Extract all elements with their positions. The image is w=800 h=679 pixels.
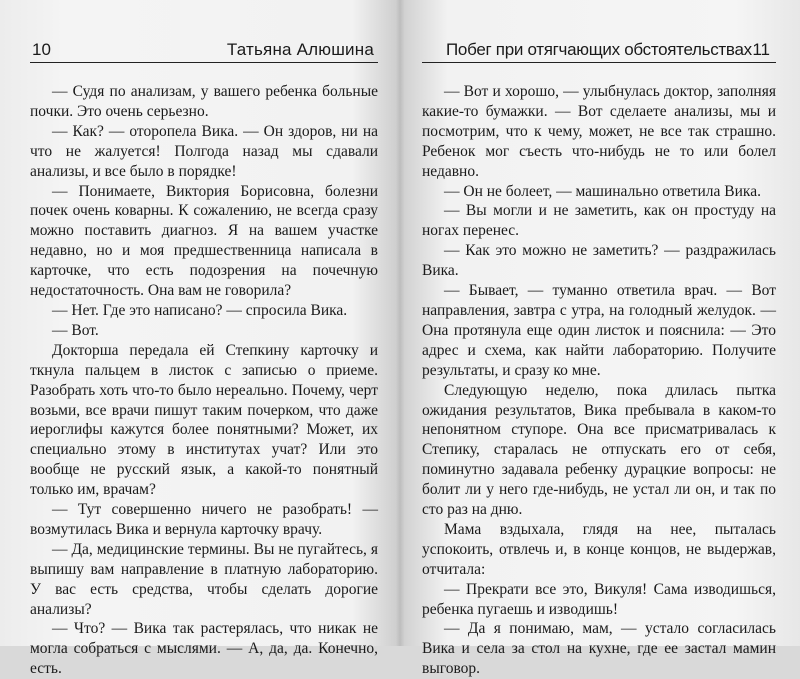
- paragraph: — Судя по анализам, у вашего ребенка больные почки. Это очень серьезно.: [30, 83, 378, 120]
- paragraph: — Бывает, — туманно ответила врач. — Вот направления, завтра с утра, на голодный желудок. — Она протянула еще один листок и пояснила: — Это адрес и схема, как найти лабораторию. Получите результаты, и сразу ко мне.: [422, 282, 776, 379]
- left-page-header: [30, 38, 378, 63]
- paragraph: — Вот.: [52, 321, 99, 339]
- paragraph: — Он не болеет, — машинально ответила Вика.: [444, 182, 761, 200]
- paragraph: — Да, медицинские термины. Вы не пугайтесь, я выпишу вам направление в платную лабораторию. У вас есть средства, чтобы сделать дорогие анализы?: [30, 540, 378, 618]
- right-page-text: [422, 82, 776, 679]
- paragraph: — Понимаете, Виктория Борисовна, болезни почек очень коварны. К сожалению, не всегда сразу можно поставить диагноз. Я на вашем участке недавно, но и моя предшественница написала в карточке, что есть подозрения на почечную недостаточность. Она вам не говорила?: [30, 182, 378, 300]
- right-page: [400, 0, 800, 678]
- right-page-header: [422, 38, 776, 63]
- left-running-title: Татьяна Алюшина: [226, 40, 374, 59]
- paragraph: — Как это можно не заметить? — раздражилась Вика.: [422, 242, 776, 280]
- paragraph: — Да я понимаю, мам, — устало согласилась Вика и села за стол на кухне, где ее застал мамин выговор.: [422, 620, 776, 678]
- paragraph: Докторша передала ей Степкину карточку и ткнула пальцем в листок с записью о приеме. Разобрать хоть что-то было нереально. Почему, черт возьми, все врачи пишут таким почерком, что даже иероглифы кажутся более понятными? Может, их специально этому в институтах учат? Или это вообще не русский язык, а какой-то понятный только им, врачам?: [30, 341, 378, 499]
- paragraph: — Что? — Вика так растерялась, что никак не могла собраться с мыслями. — А, да, да. Конечно, есть.: [30, 620, 378, 678]
- left-page-number: 10: [32, 40, 51, 59]
- right-page-number: 11: [752, 40, 770, 59]
- left-page-text: [30, 82, 378, 679]
- paragraph: — Тут совершенно ничего не разобрать! — возмутилась Вика и вернула карточку врачу.: [30, 501, 378, 538]
- paragraph: — Вот и хорошо, — улыбнулась доктор, заполняя какие-то бумажки. — Вот сделаете анализы, мы и посмотрим, что к чему, может, не все так страшно. Ребенок мог съесть что-нибудь не то или болел недавно.: [422, 83, 776, 180]
- right-running-title: Побег при отягчающих обстоятельствах: [446, 40, 752, 59]
- left-page: [0, 0, 400, 678]
- paragraph: Следующую неделю, пока длилась пытка ожидания результатов, Вика пребывала в каком-то непонятном ступоре. Она все присматривалась к Степику, старалась не отпускать его от себя, поминутно задавала ребенку дурацкие вопросы: не болит ли у него где-нибудь, не устал ли он, и так по сто раз на дню.: [422, 381, 776, 519]
- paragraph: Мама вздыхала, глядя на нее, пыталась успокоить, отвлечь и, в конце концов, не выдержав, отчитала:: [422, 520, 776, 578]
- paragraph: — Вы могли и не заметить, как он простуду на ногах перенес.: [422, 202, 776, 240]
- paragraph: — Как? — оторопела Вика. — Он здоров, ни на что не жалуется! Полгода назад мы сдавали анализы, и все было в порядке!: [30, 122, 378, 180]
- paragraph: — Нет. Где это написано? — спросила Вика.: [52, 301, 348, 319]
- paragraph: — Прекрати все это, Викуля! Сама изводишься, ребенка пугаешь и изводишь!: [422, 580, 776, 618]
